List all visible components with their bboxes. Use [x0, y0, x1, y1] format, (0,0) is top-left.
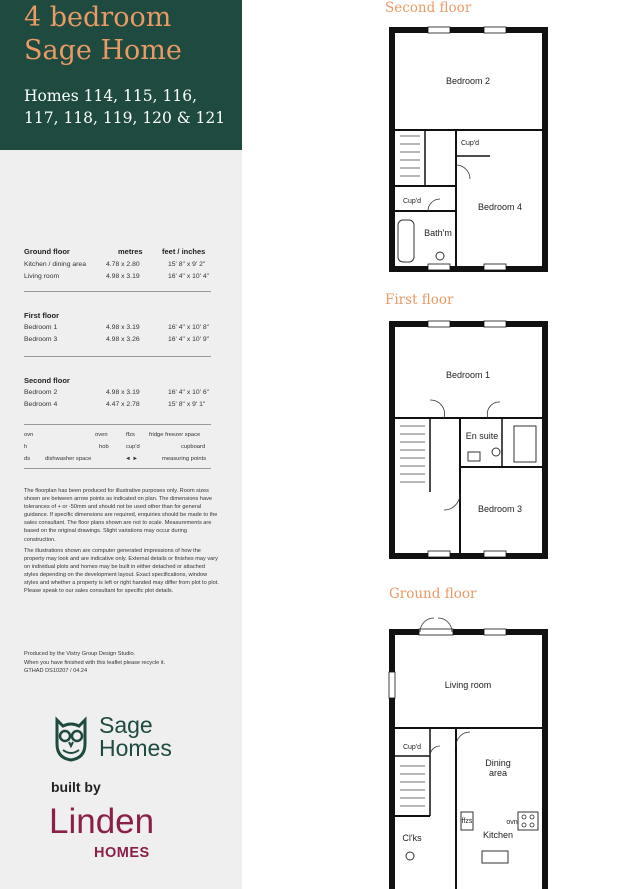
- reference-code: GTHAD DS10207 / 04.24: [24, 668, 88, 675]
- first-heading: First floor: [24, 311, 59, 320]
- room-metres: 4.98 x 3.19: [106, 324, 140, 331]
- key-abbr: ◄ ►: [125, 456, 139, 462]
- room-name: Bedroom 1: [24, 324, 58, 331]
- key-meaning: measuring points: [162, 456, 207, 462]
- owl-icon: [51, 714, 91, 762]
- key-abbr: cup'd: [126, 444, 140, 450]
- bedroom-1-label: Bedroom 1: [445, 370, 491, 380]
- key-meaning: hob: [99, 444, 109, 450]
- room-metres: 4.98 x 3.19: [106, 273, 140, 280]
- room-metres: 4.78 x 2.80: [106, 261, 140, 268]
- table-row: [24, 261, 214, 271]
- homes-list: Homes 114, 115, 116, 117, 118, 119, 120 & 121: [24, 87, 226, 127]
- key-meaning: dishwasher space: [45, 456, 92, 462]
- ground-floor-plan: [390, 616, 550, 889]
- cupboard-label: Cup'd: [402, 198, 422, 205]
- bedroom-2-label: Bedroom 2: [445, 76, 491, 86]
- divider: [24, 291, 211, 292]
- divider: [24, 356, 211, 357]
- room-feet: 15' 8" x 9' 1": [168, 401, 206, 408]
- bathroom-label: Bath'm: [424, 228, 452, 238]
- dining-label-line2: area: [488, 768, 508, 778]
- page-title: 4 bedroom Sage Home: [24, 2, 182, 66]
- info-panel: [0, 0, 242, 889]
- credit-line: When you have finished with this leaflet please recycle it.: [24, 659, 166, 666]
- ground-heading: Ground floor: [24, 247, 70, 256]
- first-floor-plan: [390, 322, 550, 562]
- metres-header: metres: [118, 247, 143, 256]
- key-abbr: ffzs: [126, 432, 135, 438]
- linden-homes-label: HOMES: [94, 845, 150, 861]
- room-name: Bedroom 3: [24, 336, 58, 343]
- table-row: [24, 389, 214, 399]
- built-by-label: built by: [51, 779, 101, 795]
- table-row: [24, 273, 214, 283]
- cupboard-label: Cup'd: [460, 140, 480, 147]
- key-row: [24, 444, 214, 453]
- second-heading: Second floor: [24, 376, 70, 385]
- kitchen-label: Kitchen: [482, 830, 514, 840]
- fridge-freezer-label: ffzs: [461, 818, 473, 825]
- sage-homes-wordmark: Sage Homes: [99, 712, 172, 761]
- linden-logo: Linden: [49, 802, 155, 841]
- disclaimer-notes: [24, 487, 219, 598]
- room-name: Kitchen / dining area: [24, 261, 86, 268]
- disclaimer-paragraph: The illustrations shown are computer generated impressions of how the property may look and are indicative only. External details or finishes may vary on individual plots and homes may be built in either detached or attached styles depending on the development layout. Exact specifications, window styles and whether a property is left or right handed may differ from plot to plot. Please speak to our sales consultant for specific plot details.: [24, 547, 219, 595]
- ground-floor-title: Ground floor: [389, 586, 477, 602]
- room-name: Bedroom 2: [24, 389, 58, 396]
- room-feet: 16' 4" x 10' 9": [168, 336, 210, 343]
- feet-header: feet / inches: [162, 247, 206, 256]
- key-abbr: ds: [24, 456, 31, 462]
- second-floor-title: Second floor: [385, 0, 472, 16]
- bedroom-3-label: Bedroom 3: [477, 504, 523, 514]
- room-metres: 4.98 x 3.19: [106, 389, 140, 396]
- room-feet: 16' 4" x 10' 4": [168, 273, 210, 280]
- key-meaning: oven: [95, 432, 108, 438]
- cloakroom-label: Cl'ks: [402, 833, 422, 843]
- room-name: Living room: [24, 273, 60, 280]
- room-feet: 16' 4" x 10' 8": [168, 324, 210, 331]
- table-row: [24, 324, 214, 334]
- disclaimer-paragraph: The floorplan has been produced for illustrative purposes only. Room sizes shown are between arrow points as indicated on plan. The dimensions have tolerances of + or -50mm and should not be used other than for general guidance. If specific dimensions are required, enquiries should be made to the sales consultant. The floor plans shown are not to scale. Measurements are based on the original drawings. Slight variations may occur during construction.: [24, 488, 218, 543]
- key-abbr: h: [24, 444, 28, 450]
- room-metres: 4.98 x 3.26: [106, 336, 140, 343]
- first-floor-title: First floor: [385, 292, 454, 308]
- table-row: [24, 401, 214, 411]
- ensuite-label: En suite: [465, 431, 499, 441]
- cupboard-label: Cup'd: [402, 744, 422, 751]
- room-feet: 16' 4" x 10' 6": [168, 389, 210, 396]
- key-meaning: cupboard: [181, 444, 206, 450]
- divider: [24, 468, 211, 469]
- room-metres: 4.47 x 2.78: [106, 401, 140, 408]
- room-name: Bedroom 4: [24, 401, 58, 408]
- second-floor-plan: [390, 28, 550, 273]
- room-feet: 15' 8" x 9' 2": [168, 261, 206, 268]
- key-meaning: fridge freezer space: [149, 432, 201, 438]
- oven-label: ovn: [506, 819, 518, 826]
- living-room-label: Living room: [444, 680, 492, 690]
- key-abbr: ovn: [24, 432, 34, 438]
- sage-homes-logo: [51, 712, 201, 772]
- credit-line: Produced by the Vistry Group Design Studio.: [24, 651, 136, 657]
- key-row: [24, 456, 214, 465]
- hero-banner: [0, 0, 242, 150]
- divider: [24, 424, 211, 425]
- bedroom-4-label: Bedroom 4: [477, 202, 523, 212]
- production-credits: [24, 650, 219, 676]
- key-row: [24, 432, 214, 441]
- dining-label-line1: Dining: [485, 758, 511, 768]
- table-row: [24, 336, 214, 346]
